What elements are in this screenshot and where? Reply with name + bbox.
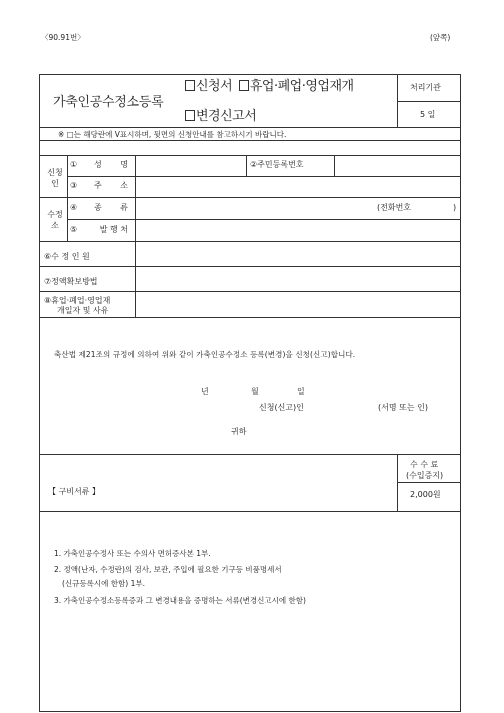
semen-method-input[interactable]: [137, 268, 459, 289]
phone-input[interactable]: [418, 199, 451, 217]
inseminator-label: ⑥수 정 인 원: [44, 252, 90, 261]
address-field-label: ③ 주 소: [70, 181, 128, 190]
suspension-label-line2: 개일자 및 사유: [57, 306, 109, 315]
declaration-text: 축산법 제21조의 규정에 의하여 위와 같이 가축인공수정소 등록(변경)을 신청(신고)합니다.: [54, 350, 356, 359]
doc-item-2: 2. 정액(난자, 수정란)의 검사, 보관, 주입에 필요한 기구등 비품명세서: [54, 565, 282, 574]
title-options-row1: 신청서 휴업·폐업·영업재개: [185, 80, 354, 93]
fee-stamp: (수입증지): [406, 471, 444, 480]
form-code: 〈90.91번〉: [41, 33, 85, 42]
address-input[interactable]: [137, 178, 459, 196]
required-docs-label: 【 구비서류 】: [48, 487, 100, 496]
fee-label: 수 수 료: [410, 460, 439, 469]
title-options-row2: 변경신고서: [185, 110, 256, 123]
side-label: (앞쪽): [430, 33, 451, 42]
name-input[interactable]: [137, 157, 244, 175]
name-field-label: ① 성 명: [70, 160, 128, 169]
checkbox-application[interactable]: [185, 80, 195, 91]
processing-agency-label: 처리기관: [410, 83, 441, 92]
station-label: 수정소: [47, 210, 63, 230]
date-year: 년: [201, 387, 209, 396]
type-input[interactable]: [137, 199, 367, 217]
processing-period: 5 일: [420, 110, 436, 119]
place-field-label: ⑤ 발 행 처: [70, 225, 128, 234]
doc-item-1: 1. 가축인공수정사 또는 수의사 면허증사본 1부.: [54, 549, 211, 558]
resident-number-label: ②주민등록번호: [250, 160, 304, 169]
place-input[interactable]: [137, 221, 459, 239]
doc-item-2-note: (신규등록시에 한함) 1부.: [62, 579, 145, 588]
sign-note: (서명 또는 인): [378, 403, 428, 412]
recipient: 귀하: [231, 427, 247, 436]
resident-number-input[interactable]: [336, 157, 459, 175]
date-day: 일: [297, 387, 305, 396]
checkbox-suspension[interactable]: [239, 80, 249, 91]
doc-item-3: 3. 가축인공수정소등록증과 그 변경내용을 증명하는 서류(변경신고시에 한함): [54, 596, 306, 605]
form-title: 가축인공수정소등록: [53, 95, 164, 110]
applicant-label: 신청인: [47, 168, 63, 188]
phone-label: (전화번호: [377, 203, 412, 212]
fee-amount: 2,000원: [410, 490, 441, 499]
signer-label: 신청(신고)인: [259, 403, 304, 412]
checkbox-change[interactable]: [185, 110, 195, 121]
semen-method-label: ⑦정액확보방법: [44, 277, 98, 286]
date-month: 월: [251, 387, 259, 396]
suspension-label-line1: ⑧휴업·폐업·영업재: [44, 296, 111, 305]
notice-text: ※ □는 해당란에 V표시하며, 뒷면의 신청안내를 참고하시기 바랍니다.: [58, 130, 287, 139]
phone-close: ): [453, 203, 457, 212]
type-field-label: ④ 종 류: [70, 203, 128, 212]
suspension-input[interactable]: [137, 293, 459, 315]
inseminator-input[interactable]: [137, 243, 459, 264]
